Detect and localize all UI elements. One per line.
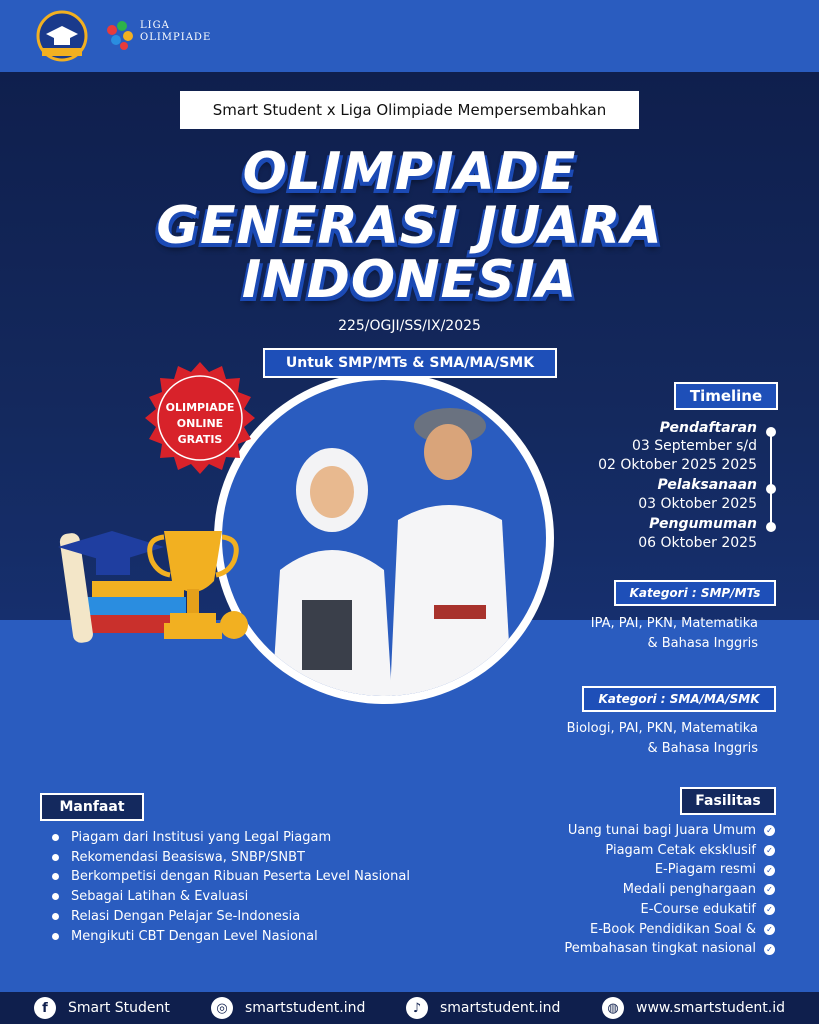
footer-instagram-text: smartstudent.ind — [245, 1000, 366, 1016]
globe-icon: ◍ — [602, 997, 624, 1019]
fasilitas-text: Pembahasan tingkat nasional — [564, 941, 756, 957]
check-icon: ✓ — [764, 825, 775, 836]
timeline-line — [770, 432, 772, 528]
fasilitas-list — [564, 821, 775, 959]
fasilitas-text: Piagam Cetak eksklusif — [605, 842, 756, 858]
timeline-dot — [766, 522, 776, 532]
manfaat-heading: Manfaat — [40, 793, 144, 821]
presents-banner: Smart Student x Liga Olimpiade Mempersembahkan — [180, 91, 639, 129]
footer-facebook-text: Smart Student — [68, 1000, 170, 1016]
facebook-icon: f — [34, 997, 56, 1019]
check-icon: ✓ — [764, 944, 775, 955]
kategori-smp-line-2: & Bahasa Inggris — [647, 636, 758, 651]
badge-line-3: GRATIS — [177, 433, 223, 446]
instagram-icon: ◎ — [211, 997, 233, 1019]
footer-bar — [0, 992, 819, 1024]
students-illustration — [222, 380, 546, 696]
kategori-sma-line-1: Biologi, PAI, PKN, Matematika — [566, 721, 758, 736]
list-item — [564, 920, 775, 940]
fasilitas-heading: Fasilitas — [680, 787, 776, 815]
check-icon: ✓ — [764, 865, 775, 876]
timeline-dot — [766, 427, 776, 437]
title-line-2: GENERASI JUARA — [156, 196, 663, 256]
check-icon: ✓ — [764, 884, 775, 895]
footer-tiktok[interactable] — [406, 992, 560, 1024]
footer-facebook[interactable] — [34, 992, 170, 1024]
timeline-value: 03 September s/d — [632, 438, 757, 454]
smart-student-logo — [34, 10, 90, 62]
footer-website-text: www.smartstudent.id — [636, 1000, 786, 1016]
list-item: Rekomendasi Beasiswa, SNBP/SNBT — [52, 848, 410, 868]
trophy-books-illustration — [52, 525, 252, 650]
list-item — [564, 841, 775, 861]
timeline-label-pelaksanaan: Pelaksanaan — [657, 477, 757, 493]
list-item: Relasi Dengan Pelajar Se-Indonesia — [52, 907, 410, 927]
title-line-3: INDONESIA — [241, 250, 578, 310]
timeline-heading: Timeline — [674, 382, 778, 410]
list-item — [564, 821, 775, 841]
fasilitas-text: Uang tunai bagi Juara Umum — [567, 823, 756, 838]
list-item: Mengikuti CBT Dengan Level Nasional — [52, 927, 410, 947]
timeline-dot — [766, 484, 776, 494]
list-item: Piagam dari Institusi yang Legal Piagam — [52, 828, 410, 848]
kategori-smp-subjects — [591, 614, 758, 654]
list-item — [564, 900, 775, 920]
check-icon: ✓ — [764, 904, 775, 915]
footer-tiktok-text: smartstudent.ind — [440, 1000, 561, 1016]
footer-instagram[interactable] — [211, 992, 365, 1024]
title-line-1: OLIMPIADE — [242, 142, 577, 202]
timeline-label-pengumuman: Pengumuman — [649, 516, 757, 532]
kategori-sma-subjects — [567, 719, 758, 759]
manfaat-list — [52, 828, 410, 946]
badge-line-2: ONLINE — [176, 417, 224, 430]
footer-website[interactable] — [602, 992, 785, 1024]
header-bar — [0, 0, 819, 72]
check-icon: ✓ — [764, 845, 775, 856]
badge-text — [137, 400, 263, 448]
fasilitas-text: Medali penghargaan — [622, 882, 756, 898]
kategori-smp-heading: Kategori : SMP/MTs — [614, 580, 776, 606]
list-item — [564, 939, 775, 959]
check-icon: ✓ — [764, 924, 775, 935]
target-audience-label: Untuk SMP/MTs & SMA/MA/SMK — [263, 348, 557, 378]
timeline-value: 06 Oktober 2025 — [638, 535, 757, 551]
list-item — [564, 880, 775, 900]
kategori-smp-line-1: IPA, PAI, PKN, Matematika — [590, 616, 758, 631]
list-item: Sebagai Latihan & Evaluasi — [52, 887, 410, 907]
fasilitas-text: E-Piagam resmi — [654, 862, 756, 878]
timeline-label-pendaftaran: Pendaftaran — [659, 420, 757, 436]
kategori-sma-heading: Kategori : SMA/MA/SMK — [582, 686, 776, 712]
list-item: Berkompetisi dengan Ribuan Peserta Level Nasional — [52, 867, 410, 887]
timeline-value: 03 Oktober 2025 — [638, 496, 757, 512]
tiktok-icon: ♪ — [406, 997, 428, 1019]
badge-line-1: OLIMPIADE — [165, 401, 235, 414]
fasilitas-text: E-Book Pendidikan Soal & — [590, 921, 756, 937]
liga-olimpiade-wordmark: LIGA OLIMPIADE — [140, 20, 212, 43]
list-item — [564, 860, 775, 880]
event-code: 225/OGJI/SS/IX/2025 — [338, 318, 481, 334]
kategori-sma-line-2: & Bahasa Inggris — [647, 741, 758, 756]
fasilitas-text: E-Course edukatif — [640, 901, 756, 917]
timeline-value: 02 Oktober 2025 2025 — [598, 457, 757, 473]
students-photo — [214, 372, 554, 704]
